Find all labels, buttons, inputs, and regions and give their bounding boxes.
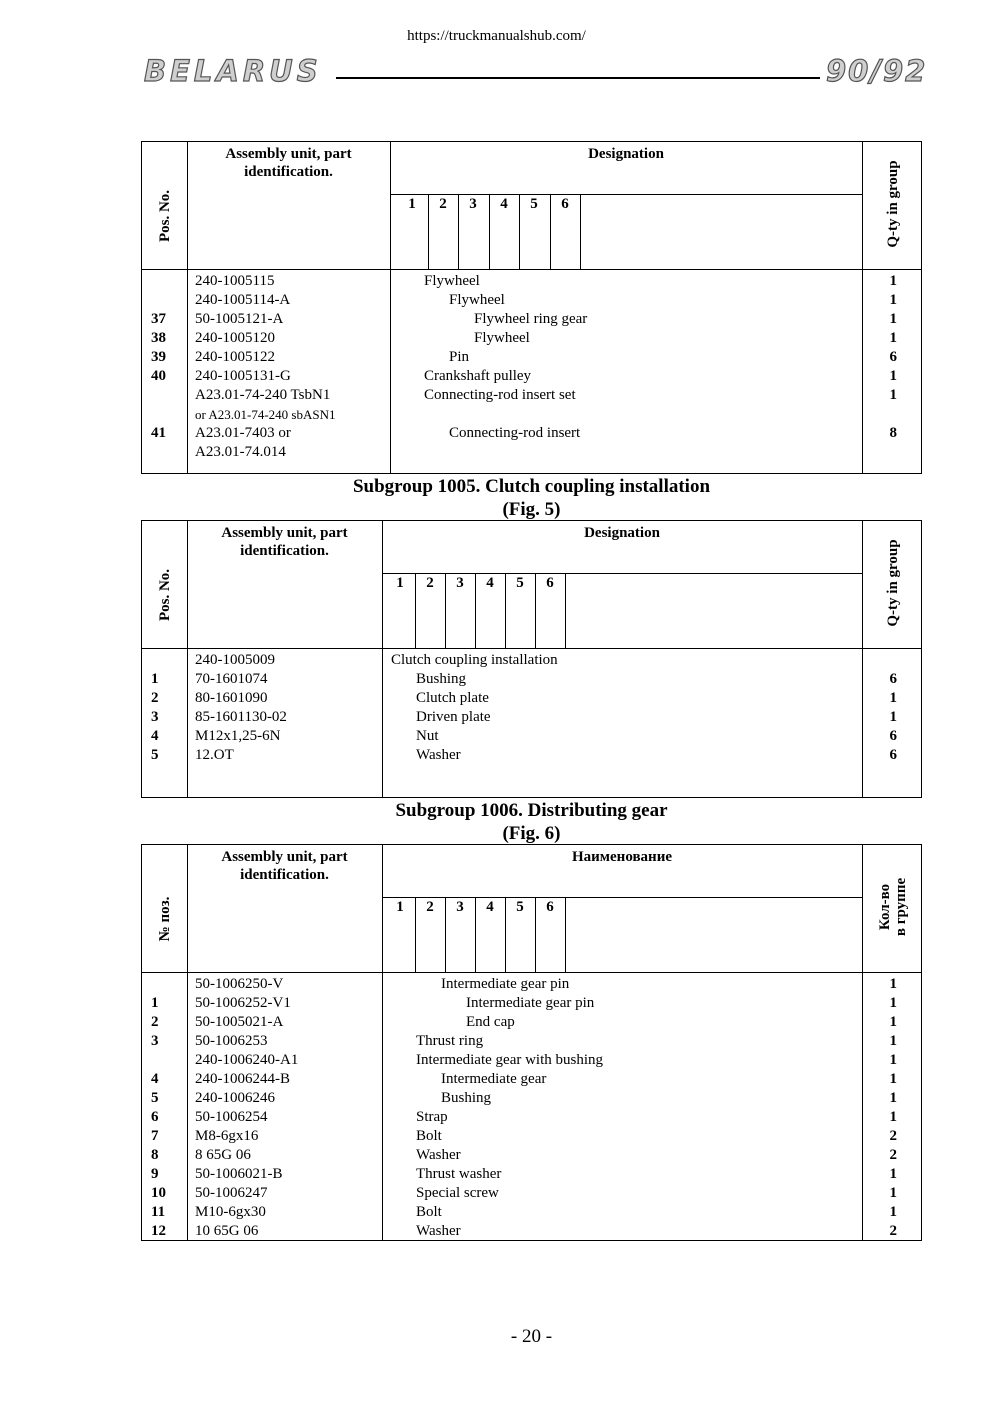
level-number: 2: [439, 196, 447, 212]
qty-cell: 1: [889, 1033, 897, 1049]
qty-cell: 6: [889, 349, 897, 365]
designation-subdivider: [390, 194, 862, 195]
fig-label-5: (Fig. 5): [502, 499, 561, 520]
fig-label-6: (Fig. 6): [502, 823, 561, 844]
pos-cell: 8: [151, 1147, 159, 1163]
parts-table-clutch: [141, 520, 922, 798]
table-row: [142, 348, 921, 367]
pos-cell: 38: [151, 330, 166, 346]
belarus-logo: BELARUS: [144, 54, 322, 88]
table-row: [142, 1032, 921, 1051]
designation-cell: Intermediate gear with bushing: [416, 1052, 604, 1068]
table-row: [142, 443, 921, 462]
level-number: 4: [486, 575, 494, 591]
designation-cell: Crankshaft pulley: [424, 368, 532, 384]
qty-cell: 2: [889, 1128, 897, 1144]
table-row: [142, 291, 921, 310]
subgroup-title-1005: Subgroup 1005. Clutch coupling installation: [352, 476, 711, 497]
pos-cell: 1: [151, 671, 159, 687]
designation-cell: Bolt: [416, 1128, 442, 1144]
qty-cell: 8: [889, 425, 897, 441]
designation-cell: Thrust ring: [416, 1033, 484, 1049]
part-number-cell: M8-6gx16: [195, 1128, 259, 1144]
level-divider: [505, 573, 506, 648]
parts-table-flywheel: [141, 141, 922, 474]
level-number: 1: [396, 575, 404, 591]
table-row: [142, 746, 921, 765]
qty-cell: 1: [889, 1204, 897, 1220]
part-number-cell: 240-1005120: [195, 330, 275, 346]
table-row: [142, 1222, 921, 1241]
part-number-cell: 80-1601090: [195, 690, 268, 706]
part-number-cell: 240-1006246: [195, 1090, 275, 1106]
designation-cell: Clutch coupling installation: [391, 652, 558, 668]
header-rule: [336, 77, 820, 79]
qty-cell: 2: [889, 1223, 897, 1239]
level-divider: [475, 897, 476, 972]
level-number: 5: [530, 196, 538, 212]
pos-no-header: № поз.: [156, 896, 173, 941]
pos-no-header: Pos. No.: [156, 568, 173, 621]
designation-cell: Connecting-rod insert set: [424, 387, 576, 403]
header-divider: [142, 648, 921, 649]
table-row: [142, 975, 921, 994]
part-id-header: Assembly unit, part identification.: [221, 849, 348, 883]
level-divider: [519, 194, 520, 269]
header-divider: [142, 269, 921, 270]
qty-cell: 1: [889, 1166, 897, 1182]
table-row: [142, 708, 921, 727]
part-number-cell: 240-1005122: [195, 349, 275, 365]
part-number-cell: or A23.01-74-240 sbASN1: [195, 407, 336, 422]
part-number-cell: M12x1,25-6N: [195, 728, 281, 744]
level-number: 3: [456, 899, 464, 915]
designation-cell: Flywheel: [424, 273, 480, 289]
level-divider: [565, 573, 566, 648]
qty-cell: 1: [889, 292, 897, 308]
part-number-cell: M10-6gx30: [195, 1204, 266, 1220]
level-divider: [535, 897, 536, 972]
part-number-cell: A23.01-74-240 TsbN1: [195, 387, 331, 403]
part-number-cell: 50-1006250-V: [195, 976, 284, 992]
part-number-cell: 240-1006240-A1: [195, 1052, 299, 1068]
part-number-cell: 8 65G 06: [195, 1147, 251, 1163]
level-divider: [428, 194, 429, 269]
pos-no-header: Pos. No.: [156, 189, 173, 242]
table-row: [142, 670, 921, 689]
part-number-cell: 50-1005021-A: [195, 1014, 284, 1030]
pos-cell: 39: [151, 349, 166, 365]
pos-cell: 41: [151, 425, 166, 441]
pos-cell: 1: [151, 995, 159, 1011]
level-divider: [415, 573, 416, 648]
designation-header: Designation: [588, 146, 664, 162]
designation-cell: Washer: [416, 1147, 461, 1163]
level-number: 6: [561, 196, 569, 212]
qty-cell: 6: [889, 747, 897, 763]
table-row: [142, 1089, 921, 1108]
level-number: 2: [426, 899, 434, 915]
designation-cell: Strap: [416, 1109, 448, 1125]
qty-cell: 1: [889, 330, 897, 346]
pos-cell: 7: [151, 1128, 159, 1144]
designation-subdivider: [382, 573, 862, 574]
level-number: 4: [500, 196, 508, 212]
page-number: - 20 -: [510, 1326, 553, 1347]
table-row: [142, 1165, 921, 1184]
part-number-cell: 12.OT: [195, 747, 234, 763]
pos-cell: 10: [151, 1185, 166, 1201]
pos-cell: 2: [151, 690, 159, 706]
qty-cell: 1: [889, 273, 897, 289]
level-divider: [415, 897, 416, 972]
level-number: 6: [546, 575, 554, 591]
designation-cell: Intermediate gear: [441, 1071, 547, 1087]
designation-cell: Bolt: [416, 1204, 442, 1220]
level-number: 5: [516, 575, 524, 591]
designation-cell: Flywheel ring gear: [474, 311, 588, 327]
part-number-cell: 50-1005121-A: [195, 311, 284, 327]
designation-cell: Driven plate: [416, 709, 491, 725]
table-row: [142, 310, 921, 329]
designation-cell: Clutch plate: [416, 690, 489, 706]
qty-cell: 1: [889, 311, 897, 327]
level-number: 4: [486, 899, 494, 915]
qty-cell: 1: [889, 368, 897, 384]
designation-cell: Thrust washer: [416, 1166, 502, 1182]
designation-cell: End cap: [466, 1014, 515, 1030]
part-number-cell: 50-1006247: [195, 1185, 268, 1201]
table-row: [142, 329, 921, 348]
pos-cell: 12: [151, 1223, 166, 1239]
level-divider: [475, 573, 476, 648]
qty-header: Q-ty in group: [884, 538, 901, 627]
subgroup-title-1006: Subgroup 1006. Distributing gear: [395, 800, 668, 821]
designation-cell: Bushing: [441, 1090, 492, 1106]
designation-cell: Washer: [416, 747, 461, 763]
level-number: 6: [546, 899, 554, 915]
part-number-cell: 240-1005131-G: [195, 368, 291, 384]
part-number-cell: 240-1006244-B: [195, 1071, 290, 1087]
table-row: [142, 1127, 921, 1146]
table-row: [142, 424, 921, 443]
part-number-cell: 50-1006253: [195, 1033, 268, 1049]
table-row: [142, 1108, 921, 1127]
level-number: 5: [516, 899, 524, 915]
parts-table-distributing-gear: [141, 844, 922, 1241]
designation-cell: Flywheel: [474, 330, 530, 346]
level-divider: [445, 897, 446, 972]
qty-cell: 1: [889, 1109, 897, 1125]
pos-cell: 40: [151, 368, 166, 384]
qty-cell: 1: [889, 995, 897, 1011]
part-number-cell: 240-1005009: [195, 652, 275, 668]
qty-cell: 1: [889, 976, 897, 992]
qty-cell: 1: [889, 1185, 897, 1201]
pos-cell: 4: [151, 1071, 159, 1087]
table-row: [142, 1013, 921, 1032]
part-number-cell: 10 65G 06: [195, 1223, 259, 1239]
table-row: [142, 1051, 921, 1070]
pos-cell: 4: [151, 728, 159, 744]
qty-cell: 6: [889, 671, 897, 687]
pos-cell: 11: [151, 1204, 166, 1220]
qty-header: [877, 877, 909, 935]
part-number-cell: 240-1005114-A: [195, 292, 291, 308]
designation-cell: Flywheel: [449, 292, 505, 308]
qty-cell: 1: [889, 1071, 897, 1087]
level-number: 2: [426, 575, 434, 591]
designation-subdivider: [382, 897, 862, 898]
header-divider: [142, 972, 921, 973]
level-divider: [445, 573, 446, 648]
table-row: [142, 1184, 921, 1203]
qty-cell: 6: [889, 728, 897, 744]
pos-cell: 9: [151, 1166, 159, 1182]
part-number-cell: 70-1601074: [195, 671, 268, 687]
designation-cell: Nut: [416, 728, 439, 744]
table-row: [142, 405, 921, 424]
level-divider: [458, 194, 459, 269]
qty-cell: 1: [889, 1090, 897, 1106]
designation-header: Наименование: [572, 849, 672, 865]
level-divider: [489, 194, 490, 269]
table-row: [142, 1146, 921, 1165]
table-row: [142, 272, 921, 291]
level-divider: [550, 194, 551, 269]
designation-cell: Washer: [416, 1223, 461, 1239]
part-number-cell: A23.01-74.014: [195, 444, 286, 460]
pos-cell: 5: [151, 747, 159, 763]
table-row: [142, 727, 921, 746]
qty-header-line: в группе: [892, 877, 909, 936]
part-number-cell: 50-1006021-B: [195, 1166, 283, 1182]
qty-cell: 1: [889, 709, 897, 725]
table-row: [142, 1203, 921, 1222]
part-id-header: Assembly unit, part identification.: [225, 146, 352, 180]
pos-cell: 3: [151, 709, 159, 725]
designation-cell: Special screw: [416, 1185, 499, 1201]
level-divider: [505, 897, 506, 972]
qty-cell: 1: [889, 690, 897, 706]
pos-cell: 5: [151, 1090, 159, 1106]
part-number-cell: 50-1006254: [195, 1109, 268, 1125]
designation-header: Designation: [584, 525, 660, 541]
part-number-cell: 50-1006252-V1: [195, 995, 291, 1011]
qty-cell: 1: [889, 387, 897, 403]
level-divider: [565, 897, 566, 972]
qty-header-line: Кол-во: [876, 883, 893, 930]
level-number: 1: [396, 899, 404, 915]
pos-cell: 2: [151, 1014, 159, 1030]
designation-cell: Pin: [449, 349, 470, 365]
level-divider: [580, 194, 581, 269]
level-number: 1: [408, 196, 416, 212]
pos-cell: 3: [151, 1033, 159, 1049]
table-row: [142, 367, 921, 386]
designation-cell: Bushing: [416, 671, 467, 687]
qty-header: Q-ty in group: [884, 159, 901, 248]
level-divider: [535, 573, 536, 648]
designation-cell: Connecting-rod insert: [449, 425, 581, 441]
pos-cell: 6: [151, 1109, 159, 1125]
qty-cell: 1: [889, 1052, 897, 1068]
level-number: 3: [456, 575, 464, 591]
table-row: [142, 386, 921, 405]
part-number-cell: A23.01-7403 or: [195, 425, 291, 441]
qty-cell: 2: [889, 1147, 897, 1163]
table-row: [142, 651, 921, 670]
part-number-cell: 85-1601130-02: [195, 709, 287, 725]
part-number-cell: 240-1005115: [195, 273, 275, 289]
qty-cell: 1: [889, 1014, 897, 1030]
designation-cell: Intermediate gear pin: [466, 995, 595, 1011]
source-url[interactable]: https://truckmanualshub.com/: [407, 28, 586, 44]
part-id-header: Assembly unit, part identification.: [221, 525, 348, 559]
table-row: [142, 994, 921, 1013]
designation-cell: Intermediate gear pin: [441, 976, 570, 992]
model-logo: 90/92: [826, 54, 928, 88]
table-row: [142, 1070, 921, 1089]
table-row: [142, 689, 921, 708]
level-number: 3: [469, 196, 477, 212]
pos-cell: 37: [151, 311, 166, 327]
